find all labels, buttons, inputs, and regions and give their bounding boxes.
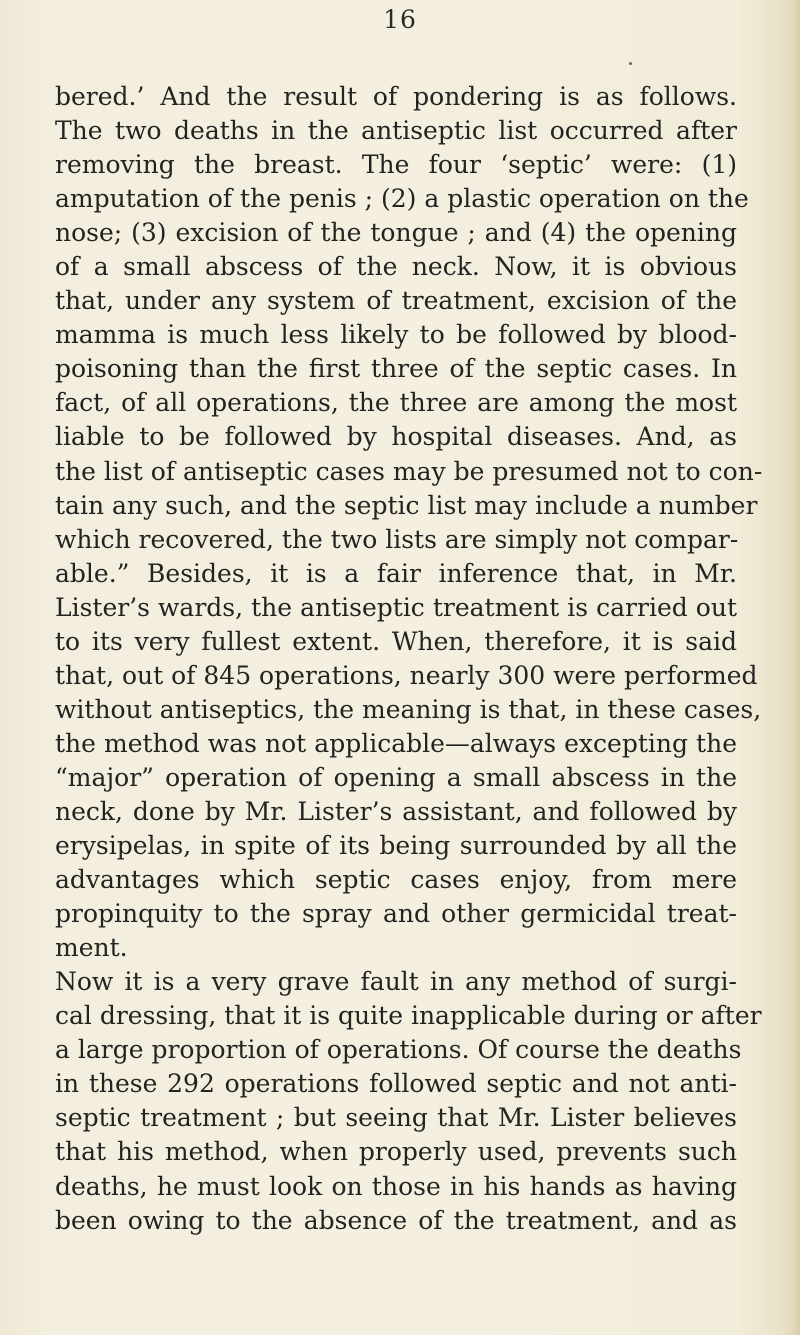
text-line: without antiseptics, the meaning is that, in these cases, [55,694,762,724]
text-line: advantages which septic cases enjoy, from mere [55,865,737,895]
page-number: 16 [383,5,417,34]
text-line: erysipelas, in spite of its being surrounded by all the [55,831,737,861]
text-line: in these 292 operations followed septic and not anti- [55,1069,737,1099]
paragraph-end-line: ment. [55,933,128,963]
page-edge-shadow [782,0,800,1335]
text-line: mamma is much less likely to be followed by blood- [55,320,737,350]
text-line: the list of antiseptic cases may be presumed not to con- [55,456,763,486]
text-line: been owing to the absence of the treatment, and as [55,1205,737,1235]
text-line: neck, done by Mr. Lister’s assistant, and followed by [55,796,737,826]
text-line: to its very fullest extent. When, therefore, it is said [55,626,737,656]
text-line: a large proportion of operations. Of course the deaths [55,1035,742,1065]
text-line: deaths, he must look on those in his hands as having [55,1171,737,1201]
paragraph-start-line: Now it is a very grave fault in any method of surgi- [55,967,737,997]
text-line: that, under any system of treatment, excision of the [55,286,737,316]
text-line: amputation of the penis ; (2) a plastic operation on the [55,184,749,214]
ink-speck [629,62,632,65]
text-line: propinquity to the spray and other germicidal treat- [55,899,737,929]
text-line: septic treatment ; but seeing that Mr. Lister believes [55,1103,737,1133]
text-line: nose; (3) excision of the tongue ; and (4) the opening [55,218,737,248]
body-text [55,80,763,1238]
text-line: Lister’s wards, the antiseptic treatment is carried out [55,592,737,622]
text-line: that his method, when properly used, prevents such [55,1137,737,1167]
text-line: removing the breast. The four ‘septic’ were: (1) [55,150,737,180]
text-line: that, out of 845 operations, nearly 300 were performed [55,660,758,690]
text-line: of a small abscess of the neck. Now, it is obvious [55,252,737,282]
text-line: bered.’ And the result of pondering is as follows. [55,82,737,111]
text-line: poisoning than the first three of the septic cases. In [55,354,737,384]
text-line: fact, of all operations, the three are among the most [55,388,737,418]
text-line: tain any such, and the septic list may include a number [55,490,758,520]
text-line: “major” operation of opening a small abscess in the [55,762,737,792]
text-line: able.” Besides, it is a fair inference that, in Mr. [55,558,737,588]
text-line: which recovered, the two lists are simply not compar- [55,524,739,554]
text-line: the method was not applicable—always excepting the [55,728,737,758]
text-line: cal dressing, that it is quite inapplicable during or after [55,1001,762,1031]
text-line: The two deaths in the antiseptic list occurred after [55,116,737,146]
text-line: liable to be followed by hospital diseases. And, as [55,422,737,452]
